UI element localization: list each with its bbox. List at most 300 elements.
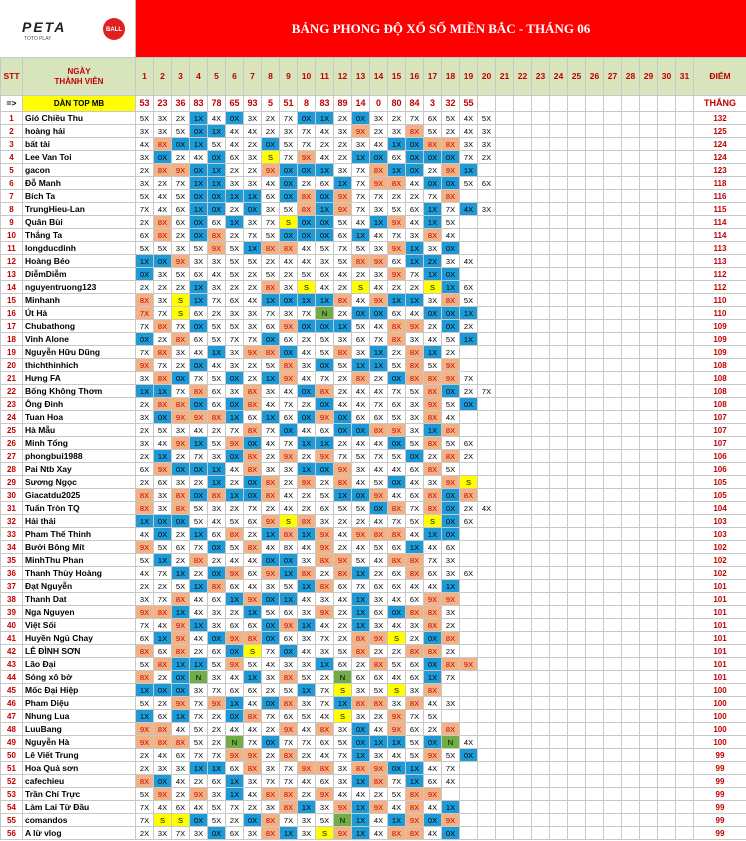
day-cell: S [424,515,442,528]
day-cell: 7X [298,307,316,320]
row-member-name: Chubathong [23,320,136,333]
day-cell: 7X [424,554,442,567]
row-score: 109 [694,320,746,333]
row-score: 99 [694,775,746,788]
day-cell: 2X [298,502,316,515]
day-cell: 8X [442,450,460,463]
day-cell: S [334,684,352,697]
day-cell: 5X [424,710,442,723]
day-cell [640,359,658,372]
day-cell: 9X [226,658,244,671]
day-cell [568,125,586,138]
row-score: 115 [694,203,746,216]
day-cell: 0X [424,632,442,645]
day-cell: 3X [316,645,334,658]
day-cell: 7X [172,320,190,333]
row-member-name: Pham Diệu [23,697,136,710]
day-cell: 5X [280,684,298,697]
day-cell: 3X [244,177,262,190]
day-cell [658,580,676,593]
day-cell: 8X [280,697,298,710]
day-cell [604,541,622,554]
day-cell: 6X [226,619,244,632]
day-cell [658,411,676,424]
day-cell: 2X [442,619,460,632]
day-cell: 4X [460,255,478,268]
day-cell: 9X [190,411,208,424]
row-score: 124 [694,138,746,151]
day-cell [532,593,550,606]
day-cell [514,554,532,567]
day-cell [532,554,550,567]
col-header-day: 28 [622,58,640,96]
day-cell [604,801,622,814]
row-stt: 17 [1,320,23,333]
day-cell: 8X [136,775,154,788]
day-cell: 1X [136,710,154,723]
row-member-name: Đạt Nguyễn [23,580,136,593]
day-cell [604,177,622,190]
day-cell [568,424,586,437]
day-cell [640,736,658,749]
day-cell: 0X [298,112,316,125]
col-header-day: 20 [478,58,496,96]
day-cell [640,424,658,437]
day-cell: 4X [298,541,316,554]
day-cell: 8X [136,294,154,307]
row-member-name: bất tài [23,138,136,151]
day-cell: 8X [244,541,262,554]
day-cell [478,255,496,268]
day-cell: 1X [208,476,226,489]
day-cell: 0X [154,775,172,788]
day-cell [550,775,568,788]
day-cell [676,450,694,463]
day-cell [658,281,676,294]
day-cell [658,424,676,437]
day-cell: 2X [226,281,244,294]
day-cell [496,125,514,138]
row-stt: 2 [1,125,23,138]
day-cell: 2X [424,164,442,177]
day-cell [622,723,640,736]
day-cell [604,164,622,177]
day-cell [586,671,604,684]
day-cell [676,645,694,658]
day-cell: 8X [406,697,424,710]
day-cell: N [334,814,352,827]
day-cell: 7X [262,645,280,658]
day-cell: 0X [262,619,280,632]
day-cell [532,333,550,346]
day-cell [532,229,550,242]
row-member-name: Tuan Hoa [23,411,136,424]
day-cell: 9X [334,203,352,216]
day-cell [478,567,496,580]
day-cell: 1X [244,606,262,619]
day-cell: 2X [442,346,460,359]
day-cell: 6X [388,567,406,580]
table-row [1,450,746,463]
day-cell [478,645,496,658]
day-cell: 8X [442,294,460,307]
day-cell: 1X [226,788,244,801]
logo-badge: BALL [106,27,122,33]
row-member-name: Vinh Alone [23,333,136,346]
day-cell [568,554,586,567]
day-cell [640,801,658,814]
day-cell: 8X [172,593,190,606]
day-cell: 1X [298,294,316,307]
day-cell: 0X [442,489,460,502]
day-cell [622,476,640,489]
day-cell: 8X [316,554,334,567]
day-cell [496,151,514,164]
day-cell: 5X [298,268,316,281]
day-cell: 2X [316,671,334,684]
day-cell: 0X [424,177,442,190]
day-cell [586,645,604,658]
table-row [1,203,746,216]
day-cell: 9X [370,255,388,268]
day-cell: 0X [280,346,298,359]
day-cell [496,463,514,476]
day-cell [532,125,550,138]
day-cell: 7X [406,502,424,515]
day-cell [640,580,658,593]
day-cell: 2X [298,333,316,346]
day-cell: 1X [190,658,208,671]
day-cell: 4X [370,281,388,294]
row-stt: 36 [1,567,23,580]
day-cell [514,333,532,346]
day-cell [496,684,514,697]
day-cell: 0X [316,190,334,203]
day-cell: 6X [406,658,424,671]
table-row [1,437,746,450]
day-cell: 4X [226,671,244,684]
day-cell: 1X [352,229,370,242]
day-cell [568,489,586,502]
day-cell [604,450,622,463]
day-cell: 4X [460,112,478,125]
day-cell: S [154,814,172,827]
day-cell: 8X [262,489,280,502]
table-row [1,606,746,619]
day-cell: 4X [280,255,298,268]
day-cell [586,684,604,697]
day-cell: 0X [280,645,298,658]
row-member-name: Quân Bùi [23,216,136,229]
day-cell [658,190,676,203]
day-cell: 1X [370,216,388,229]
day-cell: 8X [280,528,298,541]
row-member-name: comandos [23,814,136,827]
day-cell: 1X [226,775,244,788]
row-member-name: Sương Ngọc [23,476,136,489]
day-cell [658,489,676,502]
day-cell [586,476,604,489]
row-stt: 35 [1,554,23,567]
day-cell: 1X [370,736,388,749]
day-cell [622,775,640,788]
day-cell: 3X [154,125,172,138]
day-cell [478,788,496,801]
logo-text: PETA [22,19,67,35]
day-cell: 8X [298,567,316,580]
day-cell: 5X [172,190,190,203]
day-cell: 7X [316,632,334,645]
day-cell: 1X [298,580,316,593]
day-cell: 2X [208,554,226,567]
day-cell: 6X [316,177,334,190]
day-cell: 7X [262,307,280,320]
day-cell: 8X [334,476,352,489]
day-cell: 8X [388,320,406,333]
day-cell [568,762,586,775]
day-cell: 1X [136,684,154,697]
day-cell: 7X [280,775,298,788]
day-cell [658,307,676,320]
day-cell [568,151,586,164]
day-cell: 8X [136,645,154,658]
day-cell: 2X [244,281,262,294]
day-cell [532,372,550,385]
day-cell: 3X [136,177,154,190]
day-cell [478,593,496,606]
day-cell: 2X [136,164,154,177]
day-cell [622,229,640,242]
day-cell [676,333,694,346]
day-cell: 6X [244,567,262,580]
table-row [1,307,746,320]
day-cell: 0X [388,437,406,450]
day-cell [532,151,550,164]
day-cell [550,255,568,268]
day-cell [604,476,622,489]
day-cell: 3X [154,268,172,281]
day-cell: 4X [352,476,370,489]
row-score: 102 [694,567,746,580]
day-cell [550,164,568,177]
day-cell: 6X [352,411,370,424]
day-cell: 4X [424,762,442,775]
day-cell: 0X [460,749,478,762]
day-cell [550,385,568,398]
day-cell: 7X [424,190,442,203]
day-cell [478,164,496,177]
row-stt: 31 [1,502,23,515]
day-cell [568,177,586,190]
day-cell: 2X [262,450,280,463]
day-cell [550,359,568,372]
day-cell: 2X [334,112,352,125]
day-cell [622,372,640,385]
top-number: 32 [442,96,460,112]
table-row [1,697,746,710]
day-cell: 9X [442,164,460,177]
day-cell [460,710,478,723]
day-cell: 2X [460,450,478,463]
day-cell: 5X [442,437,460,450]
day-cell: 3X [316,515,334,528]
day-cell [460,606,478,619]
day-cell [676,385,694,398]
day-cell: 6X [172,801,190,814]
day-cell [676,190,694,203]
day-cell [514,762,532,775]
table-row [1,268,746,281]
day-cell: 3X [442,697,460,710]
day-cell [658,567,676,580]
day-cell [514,424,532,437]
day-cell: 5X [208,801,226,814]
row-score: 101 [694,632,746,645]
row-stt: 3 [1,138,23,151]
day-cell [676,164,694,177]
day-cell [586,164,604,177]
day-cell: 2X [262,684,280,697]
day-cell: 4X [406,580,424,593]
day-cell [514,372,532,385]
day-cell: 1X [424,203,442,216]
table-row [1,359,746,372]
day-cell: 9X [262,164,280,177]
row-member-name: Gió Chiều Thu [23,112,136,125]
day-cell [550,697,568,710]
day-cell: 5X [424,125,442,138]
day-cell: 1X [154,554,172,567]
day-cell: 1X [370,346,388,359]
day-cell [568,320,586,333]
day-cell: 4X [334,268,352,281]
day-cell: 3X [136,593,154,606]
day-cell: 2X [136,749,154,762]
day-cell [604,632,622,645]
day-cell [532,385,550,398]
day-cell: 4X [352,788,370,801]
day-cell: 6X [172,203,190,216]
day-cell [676,242,694,255]
day-cell: 2X [262,723,280,736]
day-cell: 1X [352,775,370,788]
row-member-name: phongbui1988 [23,450,136,463]
day-cell: 1X [424,216,442,229]
day-cell: 9X [172,619,190,632]
day-cell: 8X [352,255,370,268]
day-cell [640,372,658,385]
day-cell [586,632,604,645]
day-cell [622,736,640,749]
day-cell: 9X [460,658,478,671]
day-cell: 6X [406,723,424,736]
day-cell [514,801,532,814]
day-cell: 4X [280,385,298,398]
day-cell [496,242,514,255]
row-member-name: Trần Chí Trực [23,788,136,801]
day-cell: 5X [406,736,424,749]
day-cell [586,710,604,723]
day-cell: 2X [244,138,262,151]
day-cell: 0X [334,411,352,424]
day-cell [568,749,586,762]
day-cell [640,268,658,281]
day-cell: 6X [334,229,352,242]
day-cell [496,671,514,684]
day-cell: 1X [298,528,316,541]
day-cell [496,606,514,619]
day-cell [496,333,514,346]
day-cell [586,554,604,567]
day-cell [676,294,694,307]
day-cell: 4X [406,216,424,229]
day-cell [514,684,532,697]
day-cell [676,398,694,411]
row-member-name: hoàng hải [23,125,136,138]
day-cell [478,515,496,528]
day-cell [514,112,532,125]
top-number: 8 [298,96,316,112]
day-cell: 5X [316,242,334,255]
day-cell [586,346,604,359]
day-cell: 2X [388,645,406,658]
day-cell [658,736,676,749]
day-cell [622,658,640,671]
day-cell [622,606,640,619]
day-cell: 8X [424,372,442,385]
day-cell: 9X [172,697,190,710]
day-cell: 9X [226,749,244,762]
day-cell [496,229,514,242]
brand-logo [0,0,136,57]
day-cell: 2X [226,606,244,619]
day-cell: 5X [208,320,226,333]
day-cell: 6X [334,580,352,593]
day-cell [514,775,532,788]
day-cell [640,437,658,450]
day-cell [640,138,658,151]
day-cell: 2X [226,502,244,515]
day-cell: 2X [136,424,154,437]
day-cell [640,164,658,177]
row-stt: 37 [1,580,23,593]
day-cell [676,814,694,827]
day-cell: S [244,645,262,658]
day-cell: 9X [226,437,244,450]
day-cell: 2X [316,476,334,489]
day-cell [532,463,550,476]
row-member-name: Thắng Ta [23,229,136,242]
top-number: 5 [262,96,280,112]
day-cell: 6X [244,684,262,697]
day-cell: 8X [424,619,442,632]
day-cell: 0X [244,489,262,502]
day-cell [532,710,550,723]
day-cell: 7X [370,398,388,411]
day-cell: 1X [406,541,424,554]
day-cell: 1X [388,294,406,307]
day-cell [550,554,568,567]
day-cell: 2X [478,151,496,164]
day-cell: 8X [154,164,172,177]
day-cell: 0X [352,112,370,125]
day-cell: 0X [388,762,406,775]
day-cell [622,541,640,554]
table-row [1,190,746,203]
table-row [1,398,746,411]
day-cell: 2X [154,697,172,710]
day-cell: 3X [190,255,208,268]
